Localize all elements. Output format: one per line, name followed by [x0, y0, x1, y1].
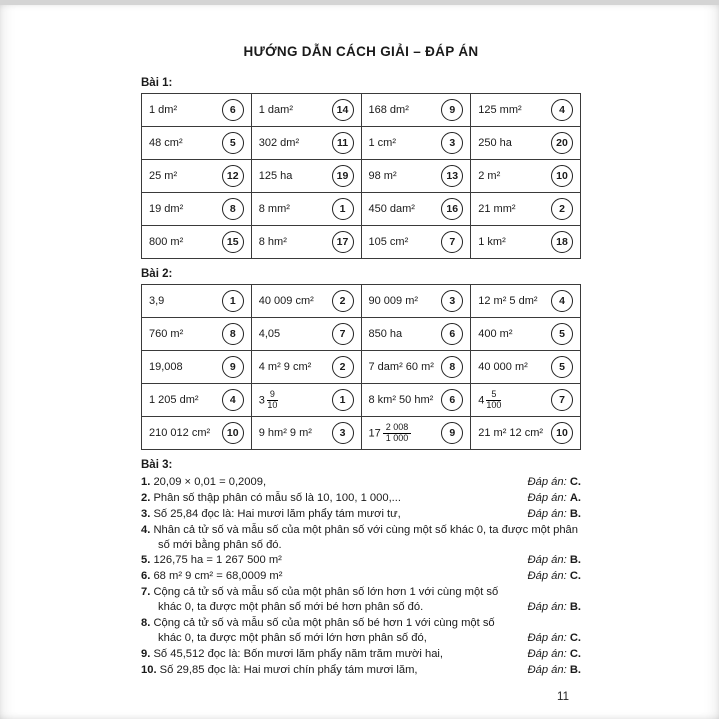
- answer-cell: [251, 127, 361, 160]
- cell-label: 800 m²: [149, 236, 184, 248]
- answer-row: [142, 193, 581, 226]
- cell-label: 9 hm² 9 m²: [258, 427, 312, 439]
- circled-answer-number: 10: [551, 165, 573, 187]
- circled-answer-number: 18: [551, 231, 573, 253]
- cell-label: 4,05: [258, 328, 281, 340]
- answer-cell: [142, 160, 252, 193]
- answer-row: [142, 384, 581, 417]
- heading-bai-3: Bài 3:: [141, 459, 173, 471]
- page-number: 11: [557, 691, 569, 703]
- answer-row: [142, 160, 581, 193]
- answer-key: Đáp án: C.: [527, 631, 581, 644]
- answer-cell: [361, 160, 471, 193]
- circled-answer-number: 5: [551, 323, 573, 345]
- answer-line-text: 2. Phân số thập phân có mẫu số là 10, 100, 1 000,...: [141, 491, 401, 504]
- circled-answer-number: 4: [222, 389, 244, 411]
- circled-answer-number: 10: [222, 422, 244, 444]
- cell-label: 125 mm²: [478, 104, 522, 116]
- answer-line-text: 10. Số 29,85 đọc là: Hai mươi chín phẩy tám mươi lăm,: [141, 663, 418, 676]
- answer-line-text: 5. 126,75 ha = 1 267 500 m²: [141, 554, 282, 567]
- answer-cell: [251, 318, 361, 351]
- answer-cell: [361, 384, 471, 417]
- cell-label: 8 km² 50 hm²: [368, 394, 434, 406]
- answer-cell: [361, 351, 471, 384]
- bai3-answer-list: [141, 475, 581, 678]
- answer-cell: [471, 193, 581, 226]
- cell-label: 4 $\frac{5}{100}$: [478, 388, 502, 410]
- circled-answer-number: 4: [551, 290, 573, 312]
- bai1-answer-table: [141, 93, 581, 259]
- cell-label: 90 009 m²: [368, 295, 419, 307]
- answer-cell: [471, 417, 581, 450]
- answer-cell: [251, 384, 361, 417]
- cell-label: 40 000 m²: [478, 361, 528, 373]
- heading-bai-2: Bài 2:: [141, 268, 173, 280]
- cell-label: 105 cm²: [368, 236, 409, 248]
- circled-answer-number: 8: [222, 198, 244, 220]
- circled-answer-number: 17: [332, 231, 354, 253]
- answer-cell: [471, 384, 581, 417]
- heading-bai-1: Bài 1:: [141, 77, 173, 89]
- answer-line-text: 3. Số 25,84 đọc là: Hai mươi lăm phẩy tám mươi tư,: [141, 507, 401, 520]
- circled-answer-number: 8: [222, 323, 244, 345]
- answer-key: Đáp án: A.: [527, 491, 581, 504]
- answer-row: [142, 351, 581, 384]
- cell-label: 3,9: [149, 295, 165, 307]
- cell-label: 1 205 dm²: [149, 394, 199, 406]
- circled-answer-number: 1: [332, 389, 354, 411]
- circled-answer-number: 12: [222, 165, 244, 187]
- answer-line-text: 9. Số 45,512 đọc là: Bốn mươi lăm phẩy năm trăm mười hai,: [141, 647, 444, 660]
- answer-cell: [251, 94, 361, 127]
- answer-line: [141, 616, 581, 646]
- circled-answer-number: 1: [222, 290, 244, 312]
- answer-line: [141, 553, 581, 568]
- answer-cell: [471, 226, 581, 259]
- answer-row: [142, 94, 581, 127]
- circled-answer-number: 9: [441, 99, 463, 121]
- answer-key: Đáp án: B.: [527, 554, 581, 567]
- cell-label: 7 dam² 60 m²: [368, 361, 434, 373]
- circled-answer-number: 8: [441, 356, 463, 378]
- cell-label: 210 012 cm²: [149, 427, 211, 439]
- answer-key: Đáp án: C.: [527, 476, 581, 488]
- circled-answer-number: 6: [441, 323, 463, 345]
- answer-cell: [251, 285, 361, 318]
- page-top-edge: [0, 0, 719, 5]
- answer-cell: [471, 285, 581, 318]
- cell-label: 17 $\frac{2 008}{1 000}$: [369, 423, 412, 444]
- answer-line: [141, 569, 581, 584]
- answer-cell: [142, 384, 252, 417]
- circled-answer-number: 16: [441, 198, 463, 220]
- answer-line-text: 7. Cộng cả tử số và mẫu số của một phân số lớn hơn 1 với cùng một số khác 0, ta được một phân số mới bé hơn phân số đó.: [141, 586, 499, 614]
- cell-label: 19 dm²: [149, 203, 184, 215]
- cell-label: 125 ha: [258, 170, 293, 182]
- answer-cell: [361, 226, 471, 259]
- cell-label: 1 dm²: [149, 104, 178, 116]
- circled-answer-number: 20: [551, 132, 573, 154]
- fraction: $\frac{9}{10}$: [267, 388, 278, 410]
- answer-line: [141, 523, 581, 553]
- cell-label: 40 009 cm²: [258, 295, 314, 307]
- cell-label: 400 m²: [478, 328, 513, 340]
- cell-label: 2 m²: [478, 170, 501, 182]
- cell-label: 25 m²: [149, 170, 178, 182]
- answer-key: Đáp án: C.: [527, 647, 581, 660]
- answer-line: [141, 491, 581, 506]
- page-title: HƯỚNG DẪN CÁCH GIẢI – ĐÁP ÁN: [243, 44, 479, 59]
- answer-line-text: 1. 20,09 × 0,01 = 0,2009,: [141, 476, 267, 488]
- circled-answer-number: 11: [332, 132, 354, 154]
- answer-cell: [361, 318, 471, 351]
- answer-cell: [142, 193, 252, 226]
- cell-label: 12 m² 5 dm²: [478, 295, 538, 307]
- fraction: $\frac{2 008}{1 000}$: [383, 423, 412, 444]
- answer-key: Đáp án: B.: [527, 507, 581, 520]
- cell-label: 3 $\frac{9}{10}$: [258, 388, 278, 410]
- cell-label: 168 dm²: [368, 104, 409, 116]
- answer-key: Đáp án: B.: [527, 601, 581, 614]
- answer-cell: [142, 285, 252, 318]
- circled-answer-number: 7: [551, 389, 573, 411]
- circled-answer-number: 3: [332, 422, 354, 444]
- cell-label: 1 dam²: [258, 104, 293, 116]
- answer-cell: [142, 94, 252, 127]
- cell-label: 8 mm²: [258, 203, 290, 215]
- answer-cell: [471, 318, 581, 351]
- cell-label: 48 cm²: [149, 137, 183, 149]
- bai2-answer-table: [141, 284, 581, 450]
- circled-answer-number: 7: [441, 231, 463, 253]
- answer-cell: [471, 160, 581, 193]
- answer-key: Đáp án: C.: [527, 570, 581, 583]
- answer-cell: [251, 160, 361, 193]
- answer-row: [142, 285, 581, 318]
- cell-label: 21 mm²: [478, 203, 516, 215]
- cell-label: 302 dm²: [258, 137, 300, 149]
- cell-label: 1 km²: [478, 236, 506, 248]
- page-content: [141, 34, 581, 679]
- circled-answer-number: 6: [222, 99, 244, 121]
- cell-label: 450 dam²: [368, 203, 415, 215]
- answer-cell: [361, 94, 471, 127]
- circled-answer-number: 13: [441, 165, 463, 187]
- cell-label: 98 m²: [368, 170, 397, 182]
- answer-row: [142, 226, 581, 259]
- circled-answer-number: 4: [551, 99, 573, 121]
- circled-answer-number: 9: [441, 422, 463, 444]
- circled-answer-number: 7: [332, 323, 354, 345]
- circled-answer-number: 10: [551, 422, 573, 444]
- answer-cell: [361, 417, 471, 450]
- fraction: $\frac{5}{100}$: [486, 388, 502, 410]
- circled-answer-number: 2: [332, 290, 354, 312]
- circled-answer-number: 14: [332, 99, 354, 121]
- answer-row: [142, 127, 581, 160]
- answer-cell: [142, 226, 252, 259]
- answer-cell: [251, 226, 361, 259]
- answer-cell: [361, 193, 471, 226]
- answer-line: [141, 475, 581, 490]
- answer-cell: [471, 127, 581, 160]
- answer-key: Đáp án: B.: [527, 663, 581, 676]
- answer-row: [142, 417, 581, 450]
- circled-answer-number: 3: [441, 132, 463, 154]
- answer-cell: [142, 318, 252, 351]
- circled-answer-number: 9: [222, 356, 244, 378]
- answer-line-text: 8. Cộng cả tử số và mẫu số của một phân số bé hơn 1 với cùng một số khác 0, ta được một phân số mới lớn hơn phân số đó,: [141, 617, 495, 644]
- circled-answer-number: 2: [332, 356, 354, 378]
- answer-line: [141, 663, 581, 678]
- cell-label: 19,008: [149, 361, 183, 373]
- answer-cell: [471, 351, 581, 384]
- circled-answer-number: 6: [441, 389, 463, 411]
- answer-line: [141, 585, 581, 615]
- cell-label: 850 ha: [368, 328, 403, 340]
- answer-cell: [361, 127, 471, 160]
- answer-cell: [251, 417, 361, 450]
- answer-cell: [251, 193, 361, 226]
- answer-line: [141, 647, 581, 662]
- circled-answer-number: 1: [332, 198, 354, 220]
- answer-line: [141, 507, 581, 522]
- answer-cell: [251, 351, 361, 384]
- circled-answer-number: 2: [551, 198, 573, 220]
- answer-cell: [471, 94, 581, 127]
- cell-label: 21 m² 12 cm²: [478, 427, 544, 439]
- circled-answer-number: 5: [222, 132, 244, 154]
- cell-label: 1 cm²: [368, 137, 396, 149]
- circled-answer-number: 15: [222, 231, 244, 253]
- cell-label: 250 ha: [478, 137, 512, 149]
- circled-answer-number: 5: [551, 356, 573, 378]
- answer-cell: [361, 285, 471, 318]
- cell-label: 760 m²: [149, 328, 184, 340]
- circled-answer-number: 3: [441, 290, 463, 312]
- answer-cell: [142, 417, 252, 450]
- answer-cell: [142, 351, 252, 384]
- answer-line-text: 4. Nhân cả tử số và mẫu số của một phân số với cùng một số khác 0, ta được một phân số mới bằng phân số đó.: [141, 523, 578, 551]
- answer-row: [142, 318, 581, 351]
- cell-label: 4 m² 9 cm²: [258, 361, 312, 373]
- cell-label: 8 hm²: [258, 236, 287, 248]
- circled-answer-number: 19: [332, 165, 354, 187]
- answer-line-text: 6. 68 m² 9 cm² = 68,0009 m²: [141, 570, 283, 583]
- answer-cell: [142, 127, 252, 160]
